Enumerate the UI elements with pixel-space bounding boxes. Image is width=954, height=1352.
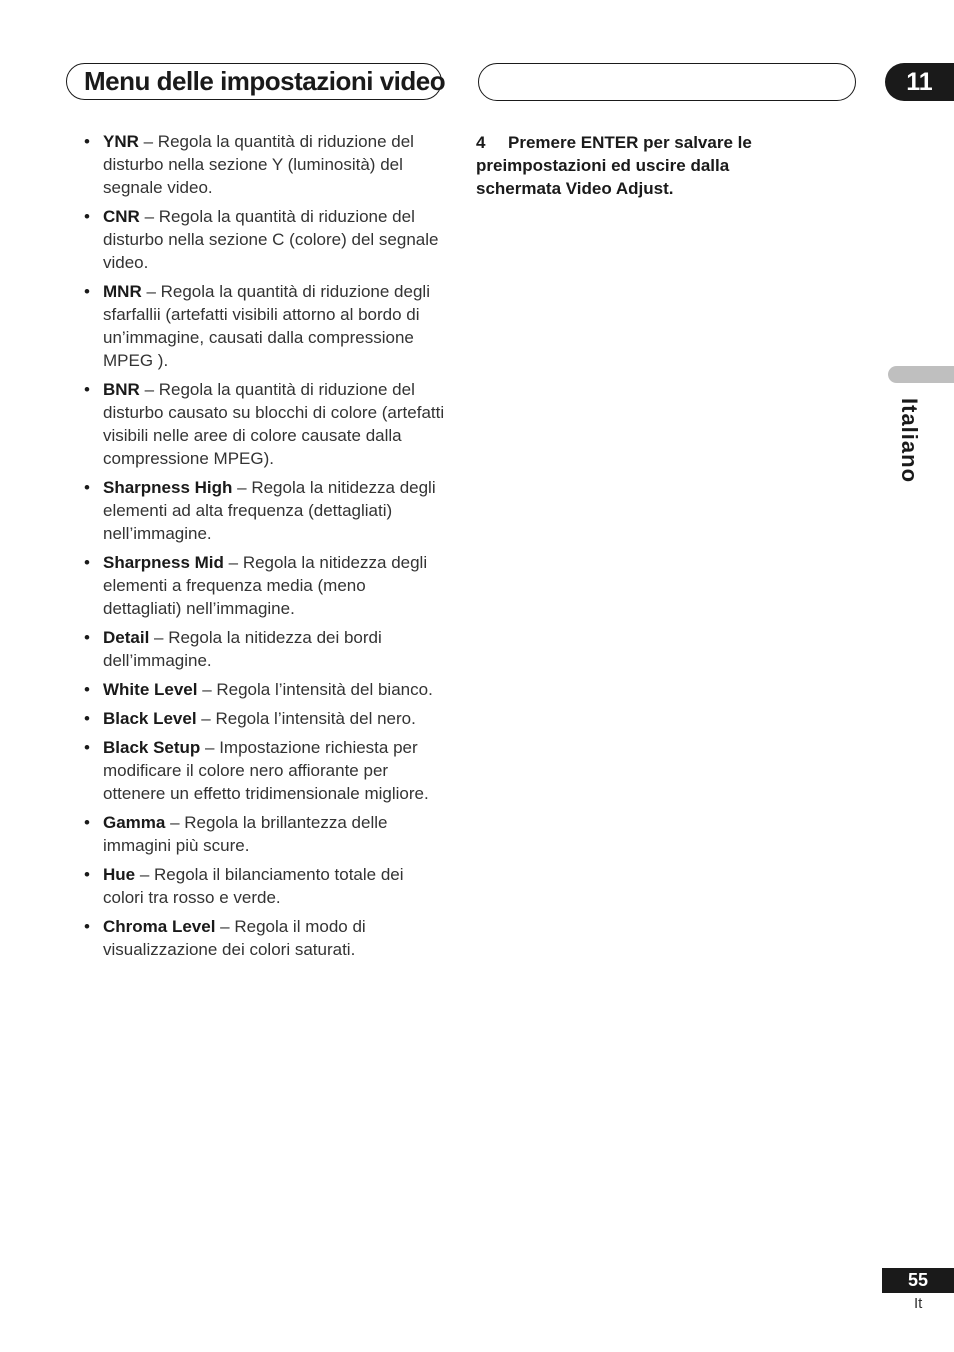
step-number: 4 (476, 133, 486, 152)
list-item (84, 130, 446, 199)
item-term: Chroma Level (103, 917, 216, 936)
list-item (84, 551, 446, 620)
list-item (84, 736, 446, 805)
step-instruction (476, 131, 806, 200)
settings-list (84, 130, 446, 967)
list-item (84, 476, 446, 545)
list-item (84, 915, 446, 961)
language-label: Italiano (897, 398, 922, 484)
item-desc: – Regola il bilanciamento totale dei colori tra rosso e verde. (103, 865, 404, 907)
list-item (84, 863, 446, 909)
list-item (84, 811, 446, 857)
language-tab-marker (888, 366, 954, 383)
item-term: Black Setup (103, 738, 201, 757)
item-term: MNR (103, 282, 142, 301)
list-item (84, 707, 446, 730)
item-term: Detail (103, 628, 150, 647)
item-term: Sharpness High (103, 478, 233, 497)
section-title-box (66, 63, 446, 100)
item-term: YNR (103, 132, 139, 151)
list-item (84, 280, 446, 372)
item-desc: – Regola la brillantezza delle immagini più scure. (103, 813, 388, 855)
list-item (84, 678, 446, 701)
item-desc: – Impostazione richiesta per modificare il colore nero affiorante per ottenere un effetto tridimensionale migliore. (103, 738, 429, 803)
item-term: Sharpness Mid (103, 553, 224, 572)
item-desc: – Regola il modo di visualizzazione dei colori saturati. (103, 917, 366, 959)
page-title: Menu delle impostazioni video (84, 66, 446, 96)
page-number: 55 (882, 1268, 954, 1293)
step-text: Premere ENTER per salvare le preimpostazioni ed uscire dalla schermata Video Adjust. (476, 133, 752, 198)
item-desc: – Regola la quantità di riduzione del disturbo causato su blocchi di colore (artefatti visibili nelle aree di colore causate dalla compressione MPEG). (103, 380, 445, 468)
item-desc: – Regola la nitidezza degli elementi ad alta frequenza (dettagliati) nell’immagine. (103, 478, 436, 543)
empty-header-box (478, 63, 856, 101)
list-item (84, 378, 446, 470)
item-desc: – Regola la quantità di riduzione del disturbo nella sezione Y (luminosità) del segnale video. (103, 132, 414, 197)
item-desc: – Regola l’intensità del nero. (196, 709, 416, 728)
list-item (84, 205, 446, 274)
item-term: CNR (103, 207, 140, 226)
item-term: Gamma (103, 813, 166, 832)
item-term: BNR (103, 380, 140, 399)
item-term: Hue (103, 865, 136, 884)
item-desc: – Regola la quantità di riduzione del disturbo nella sezione C (colore) del segnale video. (103, 207, 439, 272)
item-desc: – Regola l’intensità del bianco. (197, 680, 433, 699)
item-term: White Level (103, 680, 198, 699)
item-desc: – Regola la nitidezza degli elementi a frequenza media (meno dettagliati) nell’immagine. (103, 553, 428, 618)
chapter-number: 11 (885, 63, 954, 101)
item-desc: – Regola la quantità di riduzione degli sfarfallii (artefatti visibili attorno al bordo di un’immagine, causati dalla compressione MPEG ). (103, 282, 430, 370)
item-term: Black Level (103, 709, 197, 728)
page-language-code: It (914, 1295, 923, 1312)
list-item (84, 626, 446, 672)
item-desc: – Regola la nitidezza dei bordi dell’immagine. (103, 628, 382, 670)
